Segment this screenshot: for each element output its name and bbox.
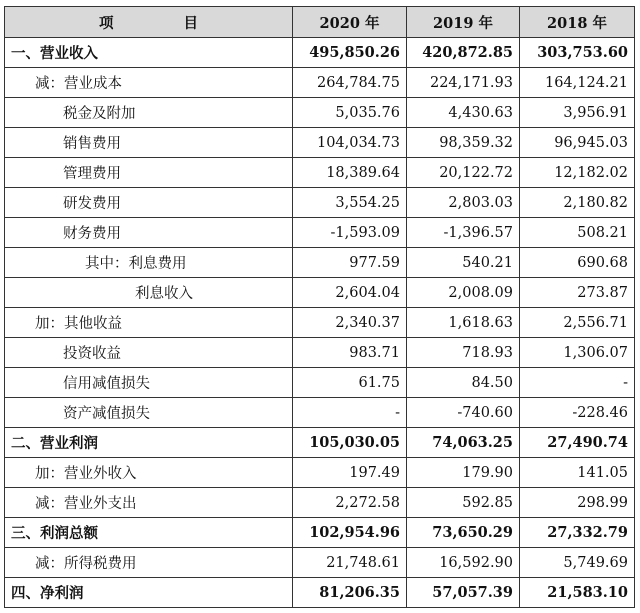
value-2019: 73,650.29 [407,518,520,548]
table-row [5,248,635,278]
value-2020: 18,389.64 [293,158,407,188]
value-2018: 2,556.71 [520,308,635,338]
value-2020: 264,784.75 [293,68,407,98]
row-label: 利息收入 [5,278,293,308]
value-2019: 4,430.63 [407,98,520,128]
table-row [5,578,635,608]
table-row [5,548,635,578]
value-2018: 12,182.02 [520,158,635,188]
value-2019: 20,122.72 [407,158,520,188]
row-label: 减：营业外支出 [5,488,293,518]
value-2018: 96,945.03 [520,128,635,158]
row-label: 减：所得税费用 [5,548,293,578]
table-row [5,428,635,458]
row-label: 管理费用 [5,158,293,188]
value-2018: 27,332.79 [520,518,635,548]
value-2019: 57,057.39 [407,578,520,608]
value-2018: 1,306.07 [520,338,635,368]
table-header-row [5,7,635,38]
row-label: 四、净利润 [5,578,293,608]
table-row [5,518,635,548]
row-label: 投资收益 [5,338,293,368]
value-2020: 977.59 [293,248,407,278]
table-row [5,458,635,488]
row-label: 销售费用 [5,128,293,158]
value-2019: 16,592.90 [407,548,520,578]
value-2018: 3,956.91 [520,98,635,128]
header-2020: 2020 年 [293,7,407,38]
row-label: 三、利润总额 [5,518,293,548]
table-row [5,308,635,338]
row-label: 二、营业利润 [5,428,293,458]
value-2020: 495,850.26 [293,38,407,68]
table-row [5,398,635,428]
value-2019: 179.90 [407,458,520,488]
value-2018: 690.68 [520,248,635,278]
value-2020: 197.49 [293,458,407,488]
value-2018: - [520,368,635,398]
row-label: 加：其他收益 [5,308,293,338]
row-label: 其中：利息费用 [5,248,293,278]
table-row [5,98,635,128]
income-statement [4,6,634,608]
value-2018: 303,753.60 [520,38,635,68]
income-statement-table [4,6,635,608]
table-row [5,38,635,68]
value-2019: 98,359.32 [407,128,520,158]
value-2020: 21,748.61 [293,548,407,578]
value-2019: 592.85 [407,488,520,518]
value-2020: 81,206.35 [293,578,407,608]
value-2019: 84.50 [407,368,520,398]
value-2018: 27,490.74 [520,428,635,458]
value-2020: - [293,398,407,428]
table-row [5,368,635,398]
row-label: 研发费用 [5,188,293,218]
value-2019: 420,872.85 [407,38,520,68]
header-item [5,7,293,38]
table-row [5,188,635,218]
table-row [5,68,635,98]
value-2019: 1,618.63 [407,308,520,338]
value-2019: -1,396.57 [407,218,520,248]
value-2019: 718.93 [407,338,520,368]
row-label: 税金及附加 [5,98,293,128]
header-2019: 2019 年 [407,7,520,38]
value-2019: 224,171.93 [407,68,520,98]
value-2020: 5,035.76 [293,98,407,128]
value-2018: -228.46 [520,398,635,428]
value-2018: 508.21 [520,218,635,248]
value-2019: 74,063.25 [407,428,520,458]
value-2019: 2,803.03 [407,188,520,218]
value-2020: 2,272.58 [293,488,407,518]
value-2020: 983.71 [293,338,407,368]
row-label: 财务费用 [5,218,293,248]
value-2020: 2,340.37 [293,308,407,338]
value-2020: 104,034.73 [293,128,407,158]
header-item-part1: 项 [99,14,114,32]
row-label: 资产减值损失 [5,398,293,428]
table-row [5,128,635,158]
value-2019: 540.21 [407,248,520,278]
value-2020: 105,030.05 [293,428,407,458]
value-2018: 164,124.21 [520,68,635,98]
header-item-part2: 目 [183,14,198,32]
header-2018: 2018 年 [520,7,635,38]
value-2018: 2,180.82 [520,188,635,218]
value-2018: 141.05 [520,458,635,488]
table-row [5,278,635,308]
table-row [5,338,635,368]
value-2018: 298.99 [520,488,635,518]
value-2018: 273.87 [520,278,635,308]
value-2019: 2,008.09 [407,278,520,308]
value-2019: -740.60 [407,398,520,428]
value-2020: 3,554.25 [293,188,407,218]
value-2018: 5,749.69 [520,548,635,578]
row-label: 加：营业外收入 [5,458,293,488]
table-row [5,488,635,518]
row-label: 减：营业成本 [5,68,293,98]
table-row [5,158,635,188]
value-2020: -1,593.09 [293,218,407,248]
row-label: 信用减值损失 [5,368,293,398]
row-label: 一、营业收入 [5,38,293,68]
table-row [5,218,635,248]
value-2018: 21,583.10 [520,578,635,608]
value-2020: 61.75 [293,368,407,398]
value-2020: 2,604.04 [293,278,407,308]
value-2020: 102,954.96 [293,518,407,548]
